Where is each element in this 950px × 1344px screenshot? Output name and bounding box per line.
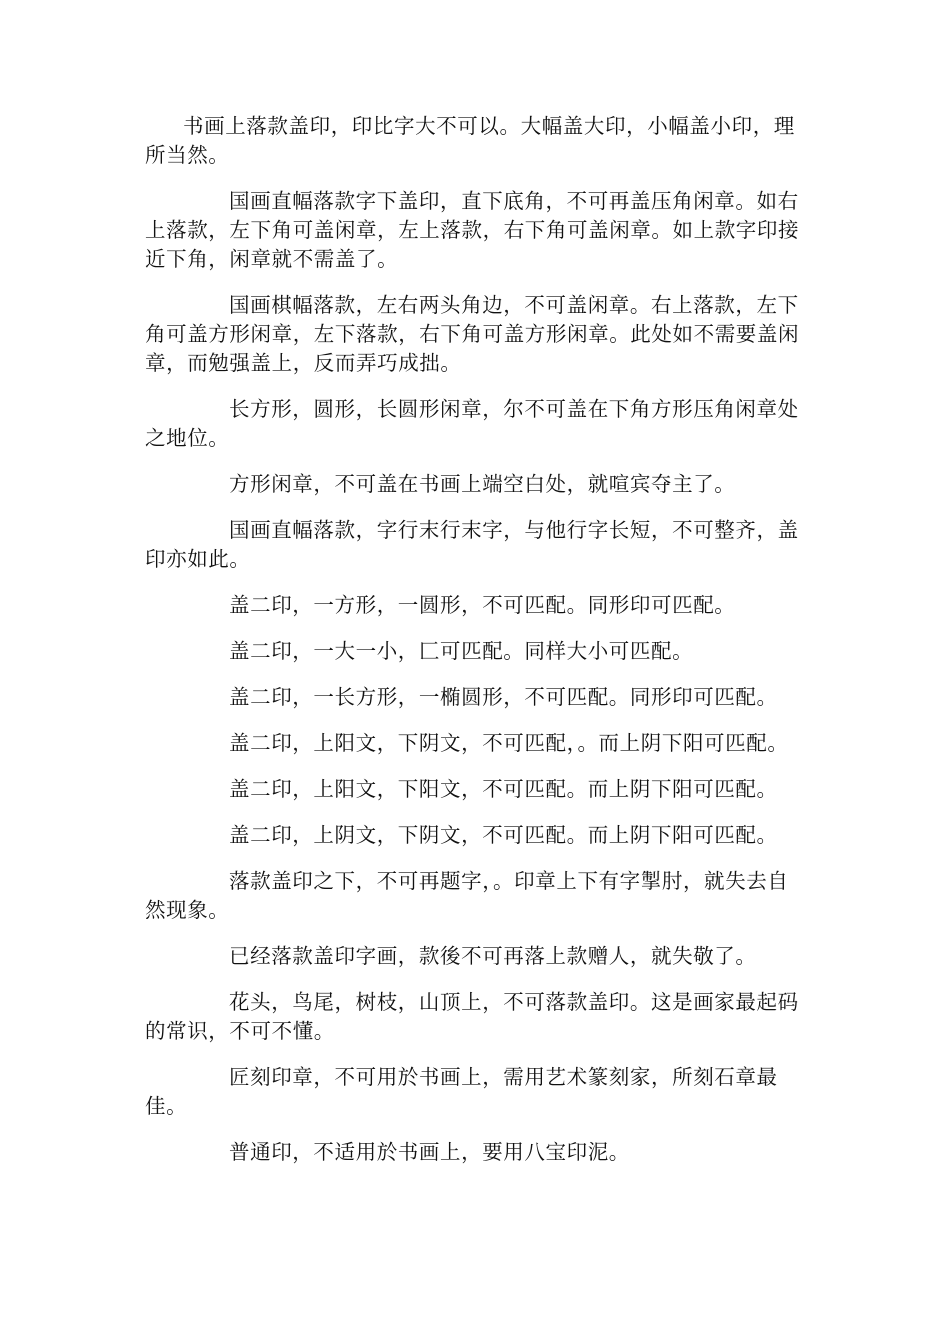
paragraph-2: 国画直幅落款字下盖印，直下底角，不可再盖压角闲章。如右上落款，左下角可盖闲章，左上落款，右下角可盖闲章。如上款字印接近下角，闲章就不需盖了。 — [145, 189, 800, 271]
paragraph-5: 方形闲章，不可盖在书画上端空白处，就喧宾夺主了。 — [229, 472, 736, 496]
paragraph-1: 书画上落款盖印，印比字大不可以。大幅盖大印，小幅盖小印，理所当然。 — [145, 114, 795, 167]
paragraph-17: 普通印，不适用於书画上，要用八宝印泥。 — [229, 1140, 630, 1164]
paragraph-14: 已经落款盖印字画，款後不可再落上款赠人，就失敬了。 — [229, 944, 757, 968]
paragraph-9: 盖二印，一长方形，一椭圆形，不可匹配。同形印可匹配。 — [229, 685, 778, 709]
paragraph-3: 国画棋幅落款，左右两头角边，不可盖闲章。右上落款，左下角可盖方形闲章，左下落款，右下角可盖方形闲章。此处如不需要盖闲章，而勉强盖上，反而弄巧成拙。 — [145, 293, 800, 375]
paragraph-8: 盖二印，一大一小，匚可匹配。同样大小可匹配。 — [229, 639, 694, 663]
paragraph-15: 花头，鸟尾，树枝，山顶上，不可落款盖印。这是画家最起码的常识，不可不懂。 — [145, 990, 799, 1043]
paragraph-13: 落款盖印之下，不可再题字，。印章上下有字掣肘，就失去自然现象。 — [145, 869, 789, 922]
paragraph-12: 盖二印，上阴文，下阴文，不可匹配。而上阴下阳可匹配。 — [229, 823, 778, 847]
paragraph-7: 盖二印，一方形，一圆形，不可匹配。同形印可匹配。 — [229, 593, 736, 617]
paragraph-10: 盖二印，上阳文，下阴文，不可匹配，。而上阴下阳可匹配。 — [229, 731, 789, 755]
paragraph-11: 盖二印，上阳文，下阳文，不可匹配。而上阴下阳可匹配。 — [229, 777, 778, 801]
paragraph-6: 国画直幅落款，字行末行末字，与他行字长短，不可整齐，盖印亦如此。 — [145, 518, 799, 571]
paragraph-4: 长方形，圆形，长圆形闲章，尔不可盖在下角方形压角闲章处之地位。 — [145, 397, 799, 450]
paragraph-16: 匠刻印章，不可用於书画上，需用艺术篆刻家，所刻石章最佳。 — [145, 1065, 778, 1118]
document-body — [145, 112, 805, 1184]
